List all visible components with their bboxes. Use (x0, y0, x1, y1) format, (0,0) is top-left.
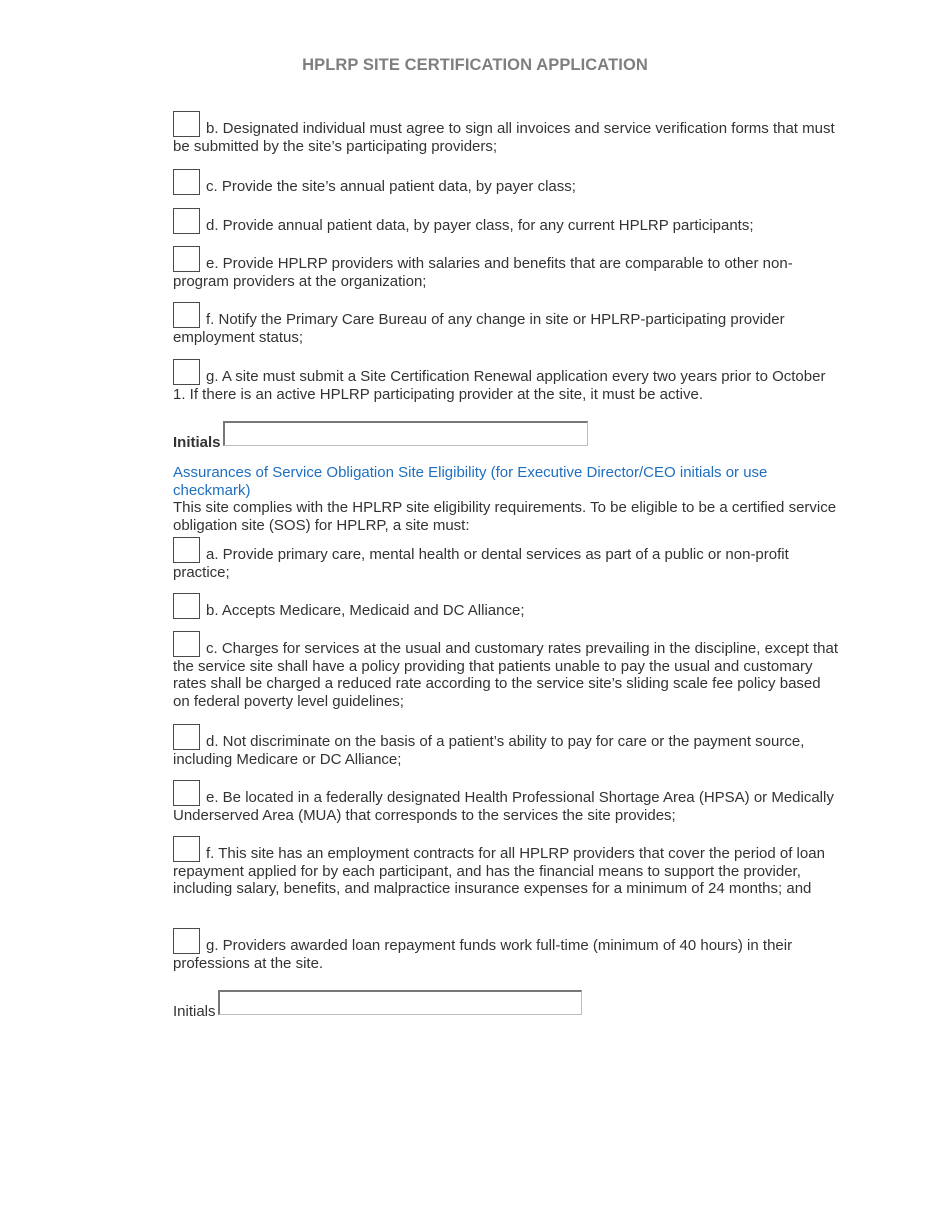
checkbox-requirement-g[interactable] (173, 359, 200, 385)
checkbox-eligibility-e[interactable] (173, 780, 200, 806)
eligibility-f (173, 836, 838, 898)
eligibility-b (173, 593, 838, 620)
checkbox-eligibility-c[interactable] (173, 631, 200, 657)
section-intro: This site complies with the HPLRP site eligibility requirements. To be eligible to be a certified service obligation site (SOS) for HPLRP, a site must: (173, 499, 837, 534)
requirement-c (173, 169, 838, 196)
checkbox-eligibility-d[interactable] (173, 724, 200, 750)
eligibility-b-text: b. Accepts Medicare, Medicaid and DC Alliance; (206, 602, 525, 619)
requirement-b-text: b. Designated individual must agree to sign all invoices and service verification forms that must be submitted by the site’s participating providers; (173, 120, 835, 155)
requirement-c-text: c. Provide the site’s annual patient data, by payer class; (206, 178, 576, 195)
checkbox-requirement-c[interactable] (173, 169, 200, 195)
eligibility-e (173, 780, 838, 824)
requirement-g-text: g. A site must submit a Site Certification Renewal application every two years prior to October 1. If there is an active HPLRP participating provider at the site, it must be active. (173, 368, 826, 403)
checkbox-requirement-d[interactable] (173, 208, 200, 234)
checkbox-requirement-e[interactable] (173, 246, 200, 272)
checkbox-requirement-f[interactable] (173, 302, 200, 328)
section-heading: Assurances of Service Obligation Site Eligibility (for Executive Director/CEO initials or use checkmark) (173, 464, 768, 499)
eligibility-a (173, 537, 838, 581)
requirement-f (173, 302, 838, 346)
requirement-e-text: e. Provide HPLRP providers with salaries and benefits that are comparable to other non-program providers at the organization; (173, 255, 793, 290)
initials-input-2[interactable] (218, 990, 582, 1015)
eligibility-g (173, 928, 838, 972)
requirement-d-text: d. Provide annual patient data, by payer class, for any current HPLRP participants; (206, 217, 754, 234)
requirement-d (173, 208, 838, 235)
eligibility-a-text: a. Provide primary care, mental health or dental services as part of a public or non-profit practice; (173, 546, 789, 581)
requirement-e (173, 246, 838, 290)
initials-label: Initials (173, 434, 221, 451)
requirement-f-text: f. Notify the Primary Care Bureau of any change in site or HPLRP-participating provider employment status; (173, 311, 785, 346)
requirement-g (173, 359, 838, 403)
eligibility-d (173, 724, 838, 768)
initials-label-2: Initials (173, 1003, 216, 1020)
checkbox-eligibility-g[interactable] (173, 928, 200, 954)
requirement-b (173, 111, 838, 155)
checkbox-eligibility-a[interactable] (173, 537, 200, 563)
checkbox-requirement-b[interactable] (173, 111, 200, 137)
eligibility-c-text: c. Charges for services at the usual and customary rates prevailing in the discipline, except that the service site shall have a policy providing that patients unable to pay the usual and customary rates shall be charged a reduced rate according to the service site’s sliding scale fee policy based on federal poverty level guidelines; (173, 640, 838, 710)
checkbox-eligibility-f[interactable] (173, 836, 200, 862)
eligibility-d-text: d. Not discriminate on the basis of a patient’s ability to pay for care or the payment source, including Medicare or DC Alliance; (173, 733, 805, 768)
page-title: HPLRP SITE CERTIFICATION APPLICATION (302, 56, 648, 74)
eligibility-f-text: f. This site has an employment contracts for all HPLRP providers that cover the period of loan repayment applied for by each participant, and has the financial means to support the provider, including salary, benefits, and malpractice insurance expenses for a minimum of 24 months; and (173, 845, 825, 898)
eligibility-c (173, 631, 838, 710)
eligibility-e-text: e. Be located in a federally designated Health Professional Shortage Area (HPSA) or Medically Underserved Area (MUA) that corresponds to the services the site provides; (173, 789, 834, 824)
eligibility-g-text: g. Providers awarded loan repayment funds work full-time (minimum of 40 hours) in their professions at the site. (173, 937, 793, 972)
checkbox-eligibility-b[interactable] (173, 593, 200, 619)
initials-input[interactable] (223, 421, 588, 446)
